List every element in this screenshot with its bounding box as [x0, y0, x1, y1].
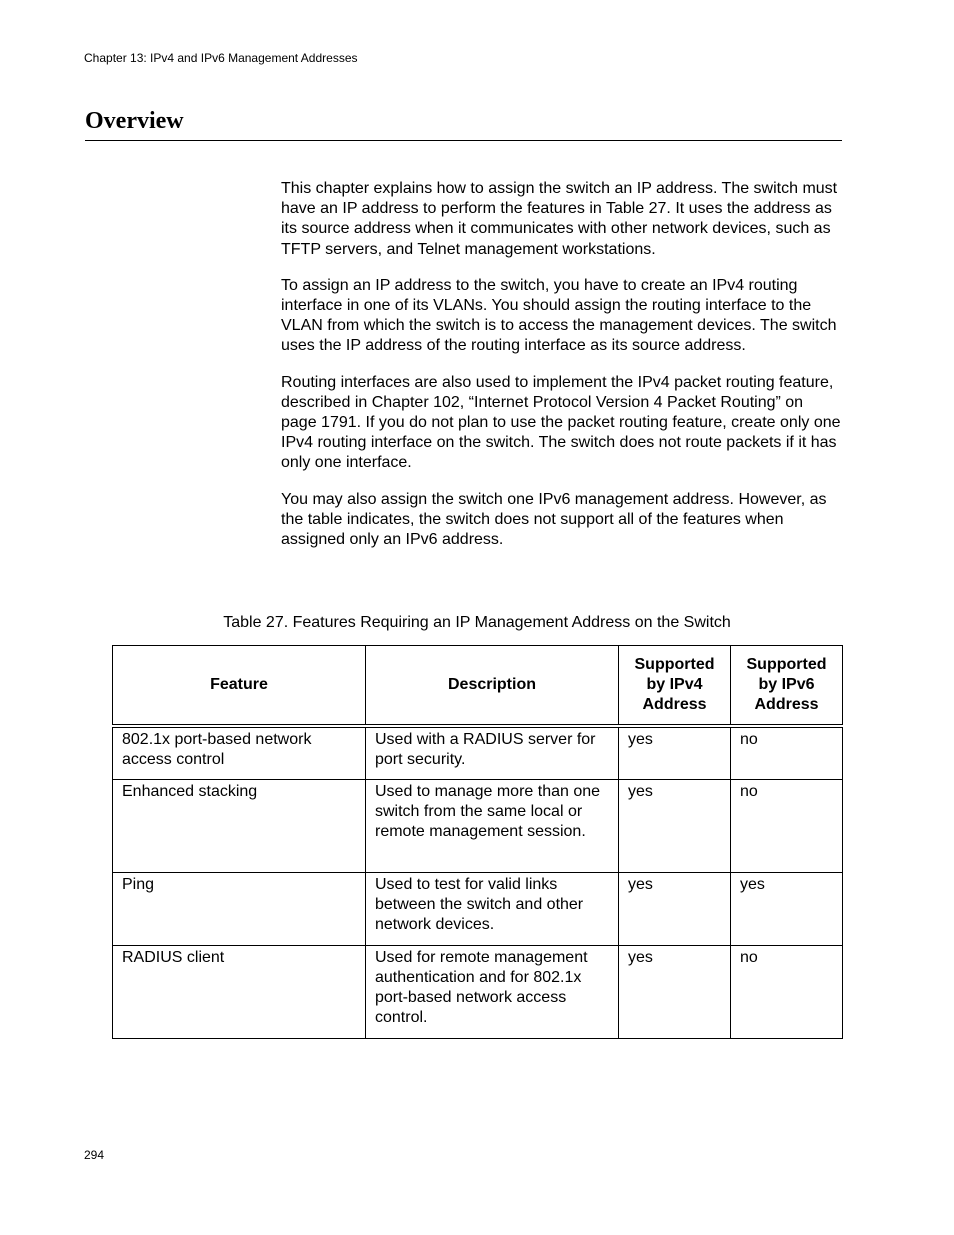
cell-description: Used to test for valid links between the switch and other network devices. [366, 872, 619, 945]
features-table [112, 645, 843, 1039]
header-feature: Feature [113, 646, 366, 727]
table-caption: Table 27. Features Requiring an IP Management Address on the Switch [223, 614, 731, 631]
cell-ipv6: no [731, 779, 843, 872]
page-number: 294 [84, 1148, 105, 1162]
paragraph-packet-routing: Routing interfaces are also used to implement the IPv4 packet routing feature, described in Chapter 102, “Internet Protocol Version 4 Packet Routing” on page 1791. If you do not plan to use the packet routing feature, create only one IPv4 routing interface on the switch. The switch does not route packets if it has only one interface. [281, 373, 841, 472]
title-rule [85, 140, 842, 141]
cell-feature: Enhanced stacking [113, 779, 366, 872]
header-ipv4: Supported by IPv4 Address [619, 646, 731, 727]
cell-feature: RADIUS client [113, 945, 366, 1038]
cell-ipv4: yes [619, 872, 731, 945]
cell-description: Used for remote management authentication and for 802.1x port-based network access control. [366, 945, 619, 1038]
paragraph-intro: This chapter explains how to assign the switch an IP address. The switch must have an IP address to perform the features in Table 27. It uses the address as its source address when it communicates with other network devices, such as TFTP servers, and Telnet management workstations. [281, 180, 838, 258]
cell-ipv4: yes [619, 945, 731, 1038]
header-ipv6: Supported by IPv6 Address [731, 646, 843, 727]
body-text [281, 179, 843, 566]
header-description: Description [366, 646, 619, 727]
table-header-row [113, 646, 843, 727]
table-row [113, 872, 843, 945]
cell-feature: 802.1x port-based network access control [113, 726, 366, 779]
cell-ipv4: yes [619, 779, 731, 872]
cell-ipv4: yes [619, 726, 731, 779]
section-title: Overview [85, 108, 184, 134]
paragraph-ipv6: You may also assign the switch one IPv6 management address. However, as the table indicates, the switch does not support all of the features when assigned only an IPv6 address. [281, 490, 827, 549]
table-row [113, 945, 843, 1038]
cell-feature: Ping [113, 872, 366, 945]
cell-description: Used to manage more than one switch from the same local or remote management session. [366, 779, 619, 872]
table-row [113, 779, 843, 872]
paragraph-routing-interface: To assign an IP address to the switch, you have to create an IPv4 routing interface in one of its VLANs. You should assign the routing interface to the VLAN from which the switch is to access the management devices. The switch uses the IP address of the routing interface as its source address. [281, 276, 837, 355]
cell-ipv6: no [731, 726, 843, 779]
cell-ipv6: no [731, 945, 843, 1038]
cell-description: Used with a RADIUS server for port security. [366, 726, 619, 779]
cell-ipv6: yes [731, 872, 843, 945]
table-row [113, 726, 843, 779]
running-header: Chapter 13: IPv4 and IPv6 Management Addresses [84, 51, 358, 65]
